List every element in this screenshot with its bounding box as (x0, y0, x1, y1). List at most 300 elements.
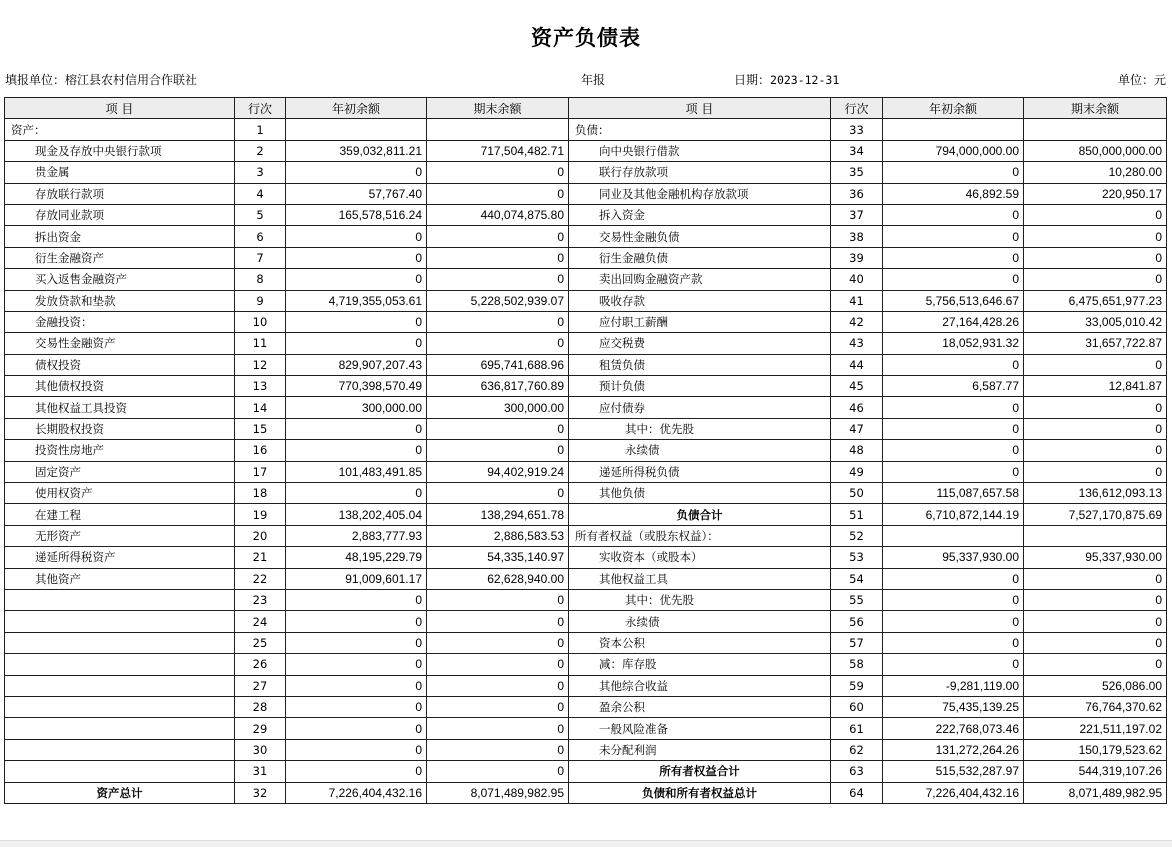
asset-end-balance: 0 (427, 654, 569, 675)
header-end-liabilities: 期末余额 (1024, 98, 1167, 119)
asset-end-balance: 0 (427, 739, 569, 760)
liability-row-number: 49 (831, 461, 883, 482)
liability-end-balance: 850,000,000.00 (1024, 140, 1167, 161)
liability-end-balance: 33,005,010.42 (1024, 311, 1167, 332)
asset-begin-balance: 101,483,491.85 (286, 461, 427, 482)
asset-item-name: 递延所得税资产 (5, 547, 235, 568)
asset-row-number: 23 (235, 589, 286, 610)
liability-item-name: 其他负债 (569, 483, 831, 504)
liability-begin-balance: 75,435,139.25 (883, 696, 1024, 717)
liability-end-balance: 526,086.00 (1024, 675, 1167, 696)
liability-row-number: 46 (831, 397, 883, 418)
header-begin-liabilities: 年初余额 (883, 98, 1024, 119)
asset-item-name: 衍生金融资产 (5, 247, 235, 268)
liability-item-name: 永续债 (569, 440, 831, 461)
table-row (5, 568, 1167, 589)
liability-row-number: 53 (831, 547, 883, 568)
asset-begin-balance: 0 (286, 589, 427, 610)
table-row (5, 739, 1167, 760)
liability-end-balance: 0 (1024, 440, 1167, 461)
asset-item-name (5, 589, 235, 610)
liability-begin-balance: 6,587.77 (883, 376, 1024, 397)
liability-item-name: 所有者权益（或股东权益）： (569, 525, 831, 546)
liability-row-number: 63 (831, 761, 883, 782)
liability-row-number: 52 (831, 525, 883, 546)
liability-end-balance: 150,179,523.62 (1024, 739, 1167, 760)
table-row (5, 226, 1167, 247)
asset-item-name: 投资性房地产 (5, 440, 235, 461)
liability-item-name: 其中：优先股 (569, 589, 831, 610)
liability-item-name: 向中央银行借款 (569, 140, 831, 161)
table-row (5, 611, 1167, 632)
liability-begin-balance: -9,281,119.00 (883, 675, 1024, 696)
asset-row-number: 22 (235, 568, 286, 589)
liability-row-number: 44 (831, 354, 883, 375)
header-row-no-assets: 行次 (235, 98, 286, 119)
table-row (5, 696, 1167, 717)
liability-row-number: 45 (831, 376, 883, 397)
asset-begin-balance: 0 (286, 654, 427, 675)
asset-begin-balance: 0 (286, 226, 427, 247)
header-item-liabilities: 项 目 (569, 98, 831, 119)
asset-end-balance: 54,335,140.97 (427, 547, 569, 568)
asset-end-balance: 0 (427, 162, 569, 183)
table-row (5, 269, 1167, 290)
liability-row-number: 34 (831, 140, 883, 161)
asset-item-name (5, 761, 235, 782)
liability-row-number: 56 (831, 611, 883, 632)
asset-end-balance: 0 (427, 333, 569, 354)
liability-row-number: 43 (831, 333, 883, 354)
liability-end-balance: 221,511,197.02 (1024, 718, 1167, 739)
asset-begin-balance: 359,032,811.21 (286, 140, 427, 161)
asset-begin-balance: 829,907,207.43 (286, 354, 427, 375)
liability-end-balance: 76,764,370.62 (1024, 696, 1167, 717)
asset-item-name: 金融投资： (5, 311, 235, 332)
header-row-no-liabilities: 行次 (831, 98, 883, 119)
liability-item-name: 交易性金融负债 (569, 226, 831, 247)
asset-item-name: 现金及存放中央银行款项 (5, 140, 235, 161)
liability-row-number: 38 (831, 226, 883, 247)
bottom-strip (0, 840, 1172, 847)
report-period: 年报 (581, 73, 606, 87)
liability-item-name: 负债和所有者权益总计 (569, 782, 831, 803)
asset-end-balance: 440,074,875.80 (427, 204, 569, 225)
table-row (5, 782, 1167, 803)
liability-item-name: 其中：优先股 (569, 418, 831, 439)
asset-end-balance: 0 (427, 247, 569, 268)
asset-begin-balance: 0 (286, 761, 427, 782)
asset-row-number: 30 (235, 739, 286, 760)
liability-end-balance: 0 (1024, 568, 1167, 589)
liability-row-number: 62 (831, 739, 883, 760)
asset-begin-balance: 0 (286, 611, 427, 632)
asset-end-balance: 300,000.00 (427, 397, 569, 418)
liability-row-number: 36 (831, 183, 883, 204)
liability-begin-balance: 0 (883, 611, 1024, 632)
asset-end-balance: 62,628,940.00 (427, 568, 569, 589)
asset-item-name (5, 718, 235, 739)
asset-row-number: 21 (235, 547, 286, 568)
liability-end-balance: 0 (1024, 654, 1167, 675)
liability-end-balance: 544,319,107.26 (1024, 761, 1167, 782)
liability-end-balance: 12,841.87 (1024, 376, 1167, 397)
liability-end-balance: 0 (1024, 269, 1167, 290)
table-row (5, 140, 1167, 161)
liability-begin-balance: 0 (883, 440, 1024, 461)
liability-begin-balance: 0 (883, 397, 1024, 418)
liability-row-number: 33 (831, 119, 883, 140)
table-row (5, 162, 1167, 183)
asset-row-number: 7 (235, 247, 286, 268)
liability-end-balance: 0 (1024, 204, 1167, 225)
asset-row-number: 9 (235, 290, 286, 311)
asset-item-name: 固定资产 (5, 461, 235, 482)
liability-item-name: 资本公积 (569, 632, 831, 653)
asset-item-name: 其他资产 (5, 568, 235, 589)
liability-item-name: 其他综合收益 (569, 675, 831, 696)
liability-begin-balance: 0 (883, 568, 1024, 589)
asset-row-number: 4 (235, 183, 286, 204)
header-end-assets: 期末余额 (427, 98, 569, 119)
liability-end-balance: 0 (1024, 354, 1167, 375)
asset-begin-balance: 0 (286, 440, 427, 461)
asset-row-number: 12 (235, 354, 286, 375)
asset-item-name: 交易性金融资产 (5, 333, 235, 354)
liability-item-name: 所有者权益合计 (569, 761, 831, 782)
asset-row-number: 6 (235, 226, 286, 247)
header-item-assets: 项 目 (5, 98, 235, 119)
asset-begin-balance: 57,767.40 (286, 183, 427, 204)
table-row (5, 247, 1167, 268)
liability-row-number: 57 (831, 632, 883, 653)
liability-begin-balance (883, 525, 1024, 546)
asset-end-balance: 717,504,482.71 (427, 140, 569, 161)
liability-end-balance: 136,612,093.13 (1024, 483, 1167, 504)
asset-row-number: 27 (235, 675, 286, 696)
asset-row-number: 5 (235, 204, 286, 225)
asset-item-name: 其他债权投资 (5, 376, 235, 397)
asset-begin-balance: 0 (286, 247, 427, 268)
asset-begin-balance: 7,226,404,432.16 (286, 782, 427, 803)
asset-row-number: 10 (235, 311, 286, 332)
liability-item-name: 租赁负债 (569, 354, 831, 375)
asset-end-balance: 0 (427, 226, 569, 247)
liability-end-balance: 0 (1024, 611, 1167, 632)
asset-end-balance: 2,886,583.53 (427, 525, 569, 546)
table-row (5, 440, 1167, 461)
asset-begin-balance: 0 (286, 739, 427, 760)
liability-end-balance: 10,280.00 (1024, 162, 1167, 183)
asset-row-number: 11 (235, 333, 286, 354)
asset-begin-balance: 165,578,516.24 (286, 204, 427, 225)
liability-row-number: 58 (831, 654, 883, 675)
asset-item-name: 债权投资 (5, 354, 235, 375)
table-row (5, 547, 1167, 568)
table-row (5, 461, 1167, 482)
asset-end-balance: 695,741,688.96 (427, 354, 569, 375)
liability-end-balance: 0 (1024, 589, 1167, 610)
table-row (5, 311, 1167, 332)
table-row (5, 761, 1167, 782)
asset-row-number: 2 (235, 140, 286, 161)
asset-end-balance: 0 (427, 611, 569, 632)
liability-row-number: 50 (831, 483, 883, 504)
table-row (5, 354, 1167, 375)
asset-row-number: 29 (235, 718, 286, 739)
asset-begin-balance: 0 (286, 162, 427, 183)
asset-item-name (5, 696, 235, 717)
asset-end-balance: 8,071,489,982.95 (427, 782, 569, 803)
asset-begin-balance: 0 (286, 718, 427, 739)
liability-item-name: 卖出回购金融资产款 (569, 269, 831, 290)
liability-end-balance: 31,657,722.87 (1024, 333, 1167, 354)
liability-item-name: 递延所得税负债 (569, 461, 831, 482)
liability-item-name: 一般风险准备 (569, 718, 831, 739)
liability-row-number: 54 (831, 568, 883, 589)
asset-item-name: 在建工程 (5, 504, 235, 525)
asset-item-name: 无形资产 (5, 525, 235, 546)
liability-begin-balance: 131,272,264.26 (883, 739, 1024, 760)
asset-begin-balance: 0 (286, 333, 427, 354)
liability-item-name: 减：库存股 (569, 654, 831, 675)
asset-end-balance: 0 (427, 718, 569, 739)
liability-item-name: 盈余公积 (569, 696, 831, 717)
liability-row-number: 47 (831, 418, 883, 439)
liability-row-number: 42 (831, 311, 883, 332)
liability-item-name: 应付债券 (569, 397, 831, 418)
liability-row-number: 64 (831, 782, 883, 803)
liability-begin-balance: 5,756,513,646.67 (883, 290, 1024, 311)
table-row (5, 418, 1167, 439)
date-value: 2023-12-31 (770, 73, 840, 87)
asset-begin-balance (286, 119, 427, 140)
asset-end-balance (427, 119, 569, 140)
asset-item-name: 长期股权投资 (5, 418, 235, 439)
asset-row-number: 3 (235, 162, 286, 183)
asset-begin-balance: 48,195,229.79 (286, 547, 427, 568)
liability-end-balance: 0 (1024, 632, 1167, 653)
asset-item-name (5, 654, 235, 675)
asset-item-name: 存放同业款项 (5, 204, 235, 225)
asset-item-name: 其他权益工具投资 (5, 397, 235, 418)
header-begin-assets: 年初余额 (286, 98, 427, 119)
asset-item-name: 发放贷款和垫款 (5, 290, 235, 311)
currency-unit: 单位：元 (1117, 73, 1166, 87)
table-row (5, 675, 1167, 696)
liability-item-name: 衍生金融负债 (569, 247, 831, 268)
asset-end-balance: 0 (427, 483, 569, 504)
liability-item-name: 实收资本（或股本） (569, 547, 831, 568)
liability-row-number: 61 (831, 718, 883, 739)
liability-item-name: 未分配利润 (569, 739, 831, 760)
asset-row-number: 28 (235, 696, 286, 717)
table-row (5, 718, 1167, 739)
table-row (5, 589, 1167, 610)
liability-item-name: 负债合计 (569, 504, 831, 525)
table-row (5, 483, 1167, 504)
asset-row-number: 24 (235, 611, 286, 632)
liability-end-balance: 8,071,489,982.95 (1024, 782, 1167, 803)
asset-end-balance: 0 (427, 675, 569, 696)
table-row (5, 654, 1167, 675)
liability-begin-balance: 0 (883, 226, 1024, 247)
liability-begin-balance: 794,000,000.00 (883, 140, 1024, 161)
liability-row-number: 48 (831, 440, 883, 461)
asset-end-balance: 0 (427, 632, 569, 653)
liability-begin-balance: 7,226,404,432.16 (883, 782, 1024, 803)
liability-end-balance (1024, 525, 1167, 546)
liability-begin-balance: 0 (883, 418, 1024, 439)
asset-item-name: 资产： (5, 119, 235, 140)
asset-begin-balance: 0 (286, 696, 427, 717)
liability-row-number: 37 (831, 204, 883, 225)
liability-item-name: 拆入资金 (569, 204, 831, 225)
asset-row-number: 18 (235, 483, 286, 504)
liability-begin-balance: 27,164,428.26 (883, 311, 1024, 332)
liability-begin-balance: 0 (883, 269, 1024, 290)
date-label: 日期： (734, 73, 771, 87)
liability-begin-balance: 0 (883, 162, 1024, 183)
liability-item-name: 联行存放款项 (569, 162, 831, 183)
asset-row-number: 31 (235, 761, 286, 782)
asset-begin-balance: 0 (286, 269, 427, 290)
table-row (5, 290, 1167, 311)
liability-end-balance (1024, 119, 1167, 140)
table-row (5, 504, 1167, 525)
liability-row-number: 51 (831, 504, 883, 525)
asset-begin-balance: 0 (286, 418, 427, 439)
liability-item-name: 同业及其他金融机构存放款项 (569, 183, 831, 204)
table-row (5, 333, 1167, 354)
liability-begin-balance (883, 119, 1024, 140)
table-row (5, 376, 1167, 397)
liability-item-name: 永续债 (569, 611, 831, 632)
liability-item-name: 吸收存款 (569, 290, 831, 311)
table-header-row (5, 98, 1167, 119)
liability-begin-balance: 515,532,287.97 (883, 761, 1024, 782)
liability-row-number: 40 (831, 269, 883, 290)
asset-end-balance: 94,402,919.24 (427, 461, 569, 482)
asset-item-name (5, 611, 235, 632)
liability-end-balance: 0 (1024, 418, 1167, 439)
table-body (5, 119, 1167, 804)
liability-begin-balance: 0 (883, 632, 1024, 653)
asset-begin-balance: 91,009,601.17 (286, 568, 427, 589)
report-title: 资产负债表 (531, 25, 641, 50)
asset-row-number: 25 (235, 632, 286, 653)
asset-begin-balance: 0 (286, 632, 427, 653)
table-row (5, 119, 1167, 140)
asset-begin-balance: 4,719,355,053.61 (286, 290, 427, 311)
liability-row-number: 60 (831, 696, 883, 717)
asset-item-name: 存放联行款项 (5, 183, 235, 204)
liability-row-number: 59 (831, 675, 883, 696)
liability-end-balance: 6,475,651,977.23 (1024, 290, 1167, 311)
table-row (5, 632, 1167, 653)
liability-end-balance: 0 (1024, 461, 1167, 482)
asset-row-number: 26 (235, 654, 286, 675)
asset-begin-balance: 0 (286, 311, 427, 332)
asset-row-number: 16 (235, 440, 286, 461)
liability-end-balance: 95,337,930.00 (1024, 547, 1167, 568)
asset-end-balance: 0 (427, 761, 569, 782)
liability-end-balance: 0 (1024, 247, 1167, 268)
liability-item-name: 预计负债 (569, 376, 831, 397)
liability-begin-balance: 46,892.59 (883, 183, 1024, 204)
table-row (5, 525, 1167, 546)
asset-item-name: 使用权资产 (5, 483, 235, 504)
liability-item-name: 应付职工薪酬 (569, 311, 831, 332)
table-row (5, 183, 1167, 204)
table-row (5, 397, 1167, 418)
asset-item-name: 资产总计 (5, 782, 235, 803)
liability-end-balance: 7,527,170,875.69 (1024, 504, 1167, 525)
asset-end-balance: 0 (427, 311, 569, 332)
asset-end-balance: 0 (427, 589, 569, 610)
asset-row-number: 1 (235, 119, 286, 140)
asset-end-balance: 0 (427, 183, 569, 204)
liability-end-balance: 220,950.17 (1024, 183, 1167, 204)
asset-end-balance: 5,228,502,939.07 (427, 290, 569, 311)
asset-item-name: 拆出资金 (5, 226, 235, 247)
table-row (5, 204, 1167, 225)
asset-item-name (5, 675, 235, 696)
report-date (734, 71, 839, 88)
asset-end-balance: 138,294,651.78 (427, 504, 569, 525)
asset-row-number: 17 (235, 461, 286, 482)
asset-end-balance: 636,817,760.89 (427, 376, 569, 397)
liability-row-number: 39 (831, 247, 883, 268)
asset-row-number: 32 (235, 782, 286, 803)
asset-begin-balance: 0 (286, 483, 427, 504)
asset-begin-balance: 0 (286, 675, 427, 696)
liability-begin-balance: 0 (883, 354, 1024, 375)
asset-end-balance: 0 (427, 269, 569, 290)
liability-begin-balance: 6,710,872,144.19 (883, 504, 1024, 525)
liability-end-balance: 0 (1024, 226, 1167, 247)
liability-begin-balance: 18,052,931.32 (883, 333, 1024, 354)
asset-end-balance: 0 (427, 440, 569, 461)
asset-begin-balance: 770,398,570.49 (286, 376, 427, 397)
liability-item-name: 应交税费 (569, 333, 831, 354)
liability-begin-balance: 0 (883, 204, 1024, 225)
asset-row-number: 8 (235, 269, 286, 290)
liability-begin-balance: 0 (883, 461, 1024, 482)
asset-row-number: 20 (235, 525, 286, 546)
liability-begin-balance: 222,768,073.46 (883, 718, 1024, 739)
liability-row-number: 41 (831, 290, 883, 311)
asset-item-name (5, 739, 235, 760)
liability-item-name: 负债： (569, 119, 831, 140)
asset-row-number: 19 (235, 504, 286, 525)
asset-item-name (5, 632, 235, 653)
reporting-unit: 填报单位：榕江县农村信用合作联社 (5, 73, 198, 87)
asset-begin-balance: 300,000.00 (286, 397, 427, 418)
balance-sheet-table (4, 97, 1167, 804)
liability-end-balance: 0 (1024, 397, 1167, 418)
liability-begin-balance: 0 (883, 654, 1024, 675)
liability-row-number: 55 (831, 589, 883, 610)
liability-begin-balance: 95,337,930.00 (883, 547, 1024, 568)
liability-begin-balance: 0 (883, 589, 1024, 610)
liability-row-number: 35 (831, 162, 883, 183)
asset-end-balance: 0 (427, 696, 569, 717)
asset-item-name: 贵金属 (5, 162, 235, 183)
asset-begin-balance: 2,883,777.93 (286, 525, 427, 546)
liability-item-name: 其他权益工具 (569, 568, 831, 589)
liability-begin-balance: 115,087,657.58 (883, 483, 1024, 504)
